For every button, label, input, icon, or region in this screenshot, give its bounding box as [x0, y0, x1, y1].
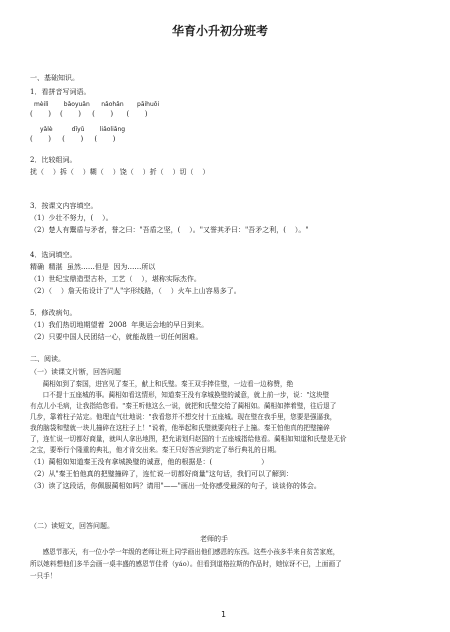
reading1-line: 有点儿小毛病，让我指给您看。"秦王听他这么一说，就把和氏璧交给了蔺相如。蔺相如捧着璧，往后退了	[30, 402, 337, 410]
q4-label: 4．选词填空。	[30, 251, 77, 259]
page-number: 1	[221, 610, 227, 619]
q1-label: 1．看拼音写词语。	[30, 88, 91, 96]
q1-blanks-row1: ( ) ( ) ( ) ( )	[30, 110, 148, 118]
reading2-label: （二）读短文，回答问题。	[30, 522, 114, 530]
reading2-line: 所以她料想他们多半会画一桌丰盛的感恩节佳肴（yáo）。但看到道格拉斯的作品时，她惊讶不已，上面画了	[30, 560, 342, 568]
reading1-question: （2）从"秦王怕他真的把璧撞碎了，连忙说一切都好商量"这句话，我们可以了解到：	[30, 470, 293, 478]
q3-item2: （2）楚人有鬻盾与矛者，誉之曰："吾盾之坚，( ）。"又誉其矛曰："吾矛之利，( ）。"	[30, 226, 309, 234]
q1-pinyin-row1: mèilì bǎoyuǎn nǎohǎn pāihuōi	[34, 101, 160, 108]
reading1-line: 蔺相如到了秦国，进宫见了秦王，献上和氏璧。秦王双手捧住璧，一边看一边称赞，绝	[30, 380, 294, 388]
q2-line: 扰（ ）拆（ ）糊（ ）饶（ ）折（ ）切（ ）	[30, 168, 210, 176]
part1-heading: 一、基础知识。	[30, 74, 79, 82]
q5-item2: （2）只要中国人民团结一心，就能战胜一切任何困难。	[30, 333, 203, 341]
q2-label: 2．比较组词。	[30, 156, 77, 164]
q4-words: 精确 精湛 虽然……但是 因为……所以	[30, 263, 156, 271]
reading1-line: 了，连忙说一切都好商量，就叫人拿出地图，把允诺划归赵国的十五座城指给他看。蔺相如知道和氏璧是无价	[30, 435, 347, 443]
essay-title: 老师的手	[200, 535, 228, 543]
reading2-line: 感恩节那天，有一位小学一年级的老师让班上同学画出他们感恩的东西。这些小孩多半来自贫苦家庭，	[30, 548, 340, 556]
q1-blanks-row2: ( ) ( ) ( )	[30, 135, 116, 143]
q5-label: 5．修改病句。	[30, 309, 77, 317]
reading1-question: （1）蔺相如知道秦王没有拿城换璧的诚意，他的根据是：( ）	[30, 458, 269, 466]
reading1-label: （一）读课文片断，回答问题	[30, 368, 121, 376]
reading1-line: 我的脑袋和璧就一块儿撞碎在这柱子上！"说着，他举起和氏璧就要向柱子上撞。秦王怕他真的把璧撞碎	[30, 424, 330, 432]
q1-pinyin-row2: yǎlè dīyǔ liǎoliǎng	[40, 126, 126, 133]
q4-item1: （1）世纪宝鼎造型古朴，工艺（ ），堪称实际杰作。	[30, 275, 201, 283]
reading1-line: 之宝，要举行个隆重的典礼，他才肯交出来。秦王只好答应到约定了举行典礼的日期。	[30, 446, 281, 454]
reading2-line: 一只手！	[30, 572, 57, 580]
document-title: 华育小升初分班考	[172, 24, 269, 38]
reading1-line: 口不提十五座城的事。蔺相如看这情形，知道秦王没有拿城换璧的诚意，就上前一步，说："这块璧	[30, 391, 330, 399]
q3-item1: （1）少壮不努力，( ）。	[30, 214, 113, 222]
q3-label: 3．按课文内容填空。	[30, 202, 98, 210]
reading1-line: 几步，靠着柱子站定。他理直气壮地说："我看您并不想交付十五座城。现在璧在我手里，您要是强逼我，	[30, 413, 337, 421]
q4-item2: （2）（ ）詹天佑设计了"人"字形线路，（ ）火车上山容易多了。	[30, 287, 241, 295]
q5-item1: （1）我们热切地期望着 2008 年奥运会地的早日到来。	[30, 321, 209, 329]
reading1-question: （3）读了这段话，你佩服蔺相如吗？请用"——"画出一处你感受最深的句子，谈谈你的体会。	[30, 482, 321, 490]
part2-heading: 二、阅读。	[30, 355, 65, 363]
